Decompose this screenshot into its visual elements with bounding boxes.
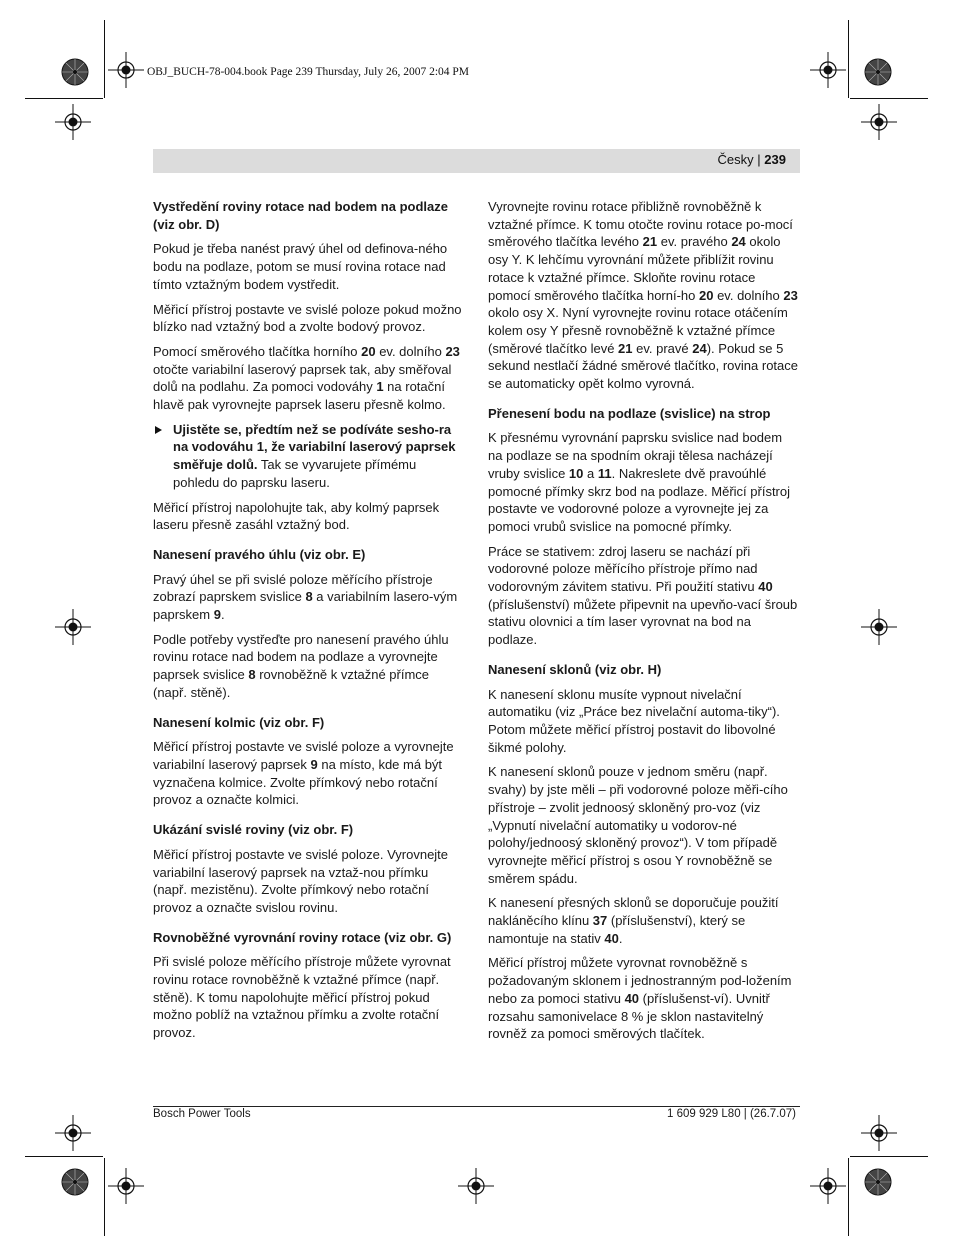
header-separator: | — [757, 152, 761, 167]
right-column — [488, 198, 800, 1050]
crop-mark — [848, 20, 849, 98]
registration-mark-icon — [458, 1168, 494, 1204]
registration-mark-icon — [108, 1168, 144, 1204]
section-heading: Vystředění roviny rotace nad bodem na podlaze (viz obr. D) — [153, 199, 448, 232]
registration-mark-icon — [810, 1168, 846, 1204]
registration-mark-icon — [810, 52, 846, 88]
body-paragraph: Měřicí přístroj postavte ve svislé poloze. Vyrovnejte variabilní laserový paprsek na vztaž-nou přímku (např. mezistěnu). Zvolte přímkový nebo rotační provoz a označte svislou rovinu. — [153, 846, 449, 915]
registration-mark-icon — [55, 104, 91, 140]
body-paragraph: Měřicí přístroj napolohujte tak, aby kolmý paprsek laseru přesně zasáhl vztažný bod. — [153, 499, 440, 533]
star-target-icon — [864, 58, 892, 86]
body-paragraph: K nanesení sklonu musíte vypnout nivelační automatiku (viz „Práce bez nivelační automa-tiky“). Potom můžete měřicí přístroj postavit do libovolné šikmé polohy. — [488, 686, 780, 755]
crop-mark — [104, 20, 105, 98]
registration-mark-icon — [861, 1115, 897, 1151]
crop-mark — [848, 1158, 849, 1236]
body-paragraph: K nanesení sklonů pouze v jednom směru (např. svahy) by jste měli – při vodorovné poloze měři-cího přístroje – zvolit jednoosý skloněný pro-voz (viz „Vypnutí nivelační automatiky u vodorov-né polohy/jednoosý skloněný provoz“). V tom případě vyrovnejte měřicí přístroj s osou Y rovnoběžně se směrem spádu. — [488, 764, 788, 886]
warning-bullet: Ujistěte se, předtím než se podíváte sesho-ra na vodováhu 1, že variabilní laserový paprsek směřuje dolů. Tak se vyvarujete přímému pohledu do paprsku laseru. — [153, 421, 465, 492]
section-heading: Nanesení sklonů (viz obr. H) — [488, 661, 662, 677]
header-text — [718, 152, 786, 167]
left-column — [153, 198, 465, 1049]
body-paragraph: Při svislé poloze měřícího přístroje můžete vyrovnat rovinu rotace rovnoběžně k vztažné přímce (např. stěně). K tomu napolohujte měřicí přístroj pokud možno poblíž na vztažnou přímku a zvolte rotační provoz. — [153, 954, 451, 1041]
registration-mark-icon — [861, 609, 897, 645]
print-slug: OBJ_BUCH-78-004.book Page 239 Thursday, July 26, 2007 2:04 PM — [147, 66, 470, 78]
crop-mark — [25, 1156, 103, 1157]
crop-mark — [104, 1158, 105, 1236]
section-heading: Rovnoběžné vyrovnání roviny rotace (viz obr. G) — [153, 929, 452, 945]
body-paragraph: Pokud je třeba nanést pravý úhel od definova-ného bodu na podlaze, potom se musí rovina rotace nad tímto vztažným bodem vystředit. — [153, 241, 448, 292]
star-target-icon — [61, 58, 89, 86]
registration-mark-icon — [861, 104, 897, 140]
body-paragraph: Pomocí směrového tlačítka horního 20 ev. dolního 23 otočte variabilní laserový paprsek tak, aby směřoval dolů na podlahu. Za pomoci vodováhy 1 na rotační hlavě pak vyrovnejte paprsek laseru přesně kolmo. — [153, 343, 460, 413]
body-paragraph: Podle potřeby vystřeďte pro nanesení pravého úhlu rovinu rotace nad bodem na podlaze a vyrovnejte paprsek svislice 8 rovnoběžně k vztažné přímce (např. stěně). — [153, 631, 449, 700]
registration-mark-icon — [55, 609, 91, 645]
body-paragraph: Vyrovnejte rovinu rotace přibližně rovnoběžně k vztažné přímce. K tomu otočte rovinu rotace po-mocí směrového tlačítka levého 21 ev. pravého 24 okolo osy Y. K lehčímu vyrovnání můžete přiblížit rovinu rotace k vztažné přímce. Skloňte rovinu rotace pomocí směrového tlačítka horní-ho 20 ev. dolního 23 okolo osy X. Nyní vyrovnejte rovinu rotace otáčením kolem osy Y přesně rovnoběžně k vztažné přímce (směrové tlačítko levé 21 ev. pravé 24). Pokud se 5 sekund nestlačí žádné směrové tlačítko, rovina rotace se automaticky opět kolmo vyrovná. — [488, 199, 798, 392]
header-language: Česky — [717, 152, 754, 167]
crop-mark — [850, 98, 928, 99]
body-paragraph: Práce se stativem: zdroj laseru se nachází při vodorovné poloze měřícího přístroje přímo nad vodorovným závitem stativu. Při použití stativu 40 (příslušenství) můžete připevnit na upevňo-vací šroub stativu olovnici a tím laser vyrovnat na bod na podlaze. — [488, 543, 798, 648]
crop-mark — [850, 1156, 928, 1157]
footer-divider — [153, 1106, 800, 1107]
footer-doc-number: 1 609 929 L80 | (26.7.07) — [667, 1108, 796, 1120]
section-heading: Nanesení kolmic (viz obr. F) — [153, 714, 325, 730]
body-paragraph: K přesnému vyrovnání paprsku svislice nad bodem na podlaze se na spodním okraji tělesa nacházejí vruby svislice 10 a 11. Nakreslete dvě pravoúhlé pomocné přímky skrz bod na podlaze. Měřicí přístroj postavte ve vodorovné poloze a vyrovnejte jej za pomoci vrubů svislice na pomocné přímky. — [488, 430, 791, 534]
body-paragraph: K nanesení přesných sklonů se doporučuje použití nakláněcího klínu 37 (příslušenství), který se namontuje na stativ 40. — [488, 895, 779, 946]
section-heading: Přenesení bodu na podlaze (svislice) na strop — [488, 405, 771, 421]
star-target-icon — [864, 1168, 892, 1196]
section-heading: Ukázání svislé roviny (viz obr. F) — [153, 822, 354, 838]
crop-mark — [25, 98, 103, 99]
body-paragraph: Měřicí přístroj můžete vyrovnat rovnoběžně s požadovaným sklonem i jednostranným pod-ložením nebo za pomoci stativu 40 (příslušenst-ví). Uvnitř rozsahu samonivelace 8 % je sklon nastavitelný rovněž za pomoci směrových tlačítek. — [488, 955, 792, 1042]
page-header — [153, 149, 800, 173]
body-paragraph: Měřicí přístroj postavte ve svislé poloze pokud možno blízko nad vztažný bod a zvolte bodový provoz. — [153, 301, 462, 335]
footer-brand: Bosch Power Tools — [153, 1108, 251, 1120]
arrow-bullet-icon — [155, 426, 162, 434]
section-heading: Nanesení pravého úhlu (viz obr. E) — [153, 546, 366, 562]
page-number: 239 — [764, 152, 786, 167]
star-target-icon — [61, 1168, 89, 1196]
registration-mark-icon — [55, 1115, 91, 1151]
body-paragraph: Pravý úhel se při svislé poloze měřícího přístroje zobrazí paprskem svislice 8 a variabilním lasero-vým paprskem 9. — [153, 571, 458, 623]
body-paragraph: Měřicí přístroj postavte ve svislé poloze a vyrovnejte variabilní laserový paprsek 9 na místo, kde má být vyznačena kolmice. Zvolte přímkový nebo rotační provoz a označte kolmici. — [153, 739, 454, 808]
registration-mark-icon — [108, 52, 144, 88]
